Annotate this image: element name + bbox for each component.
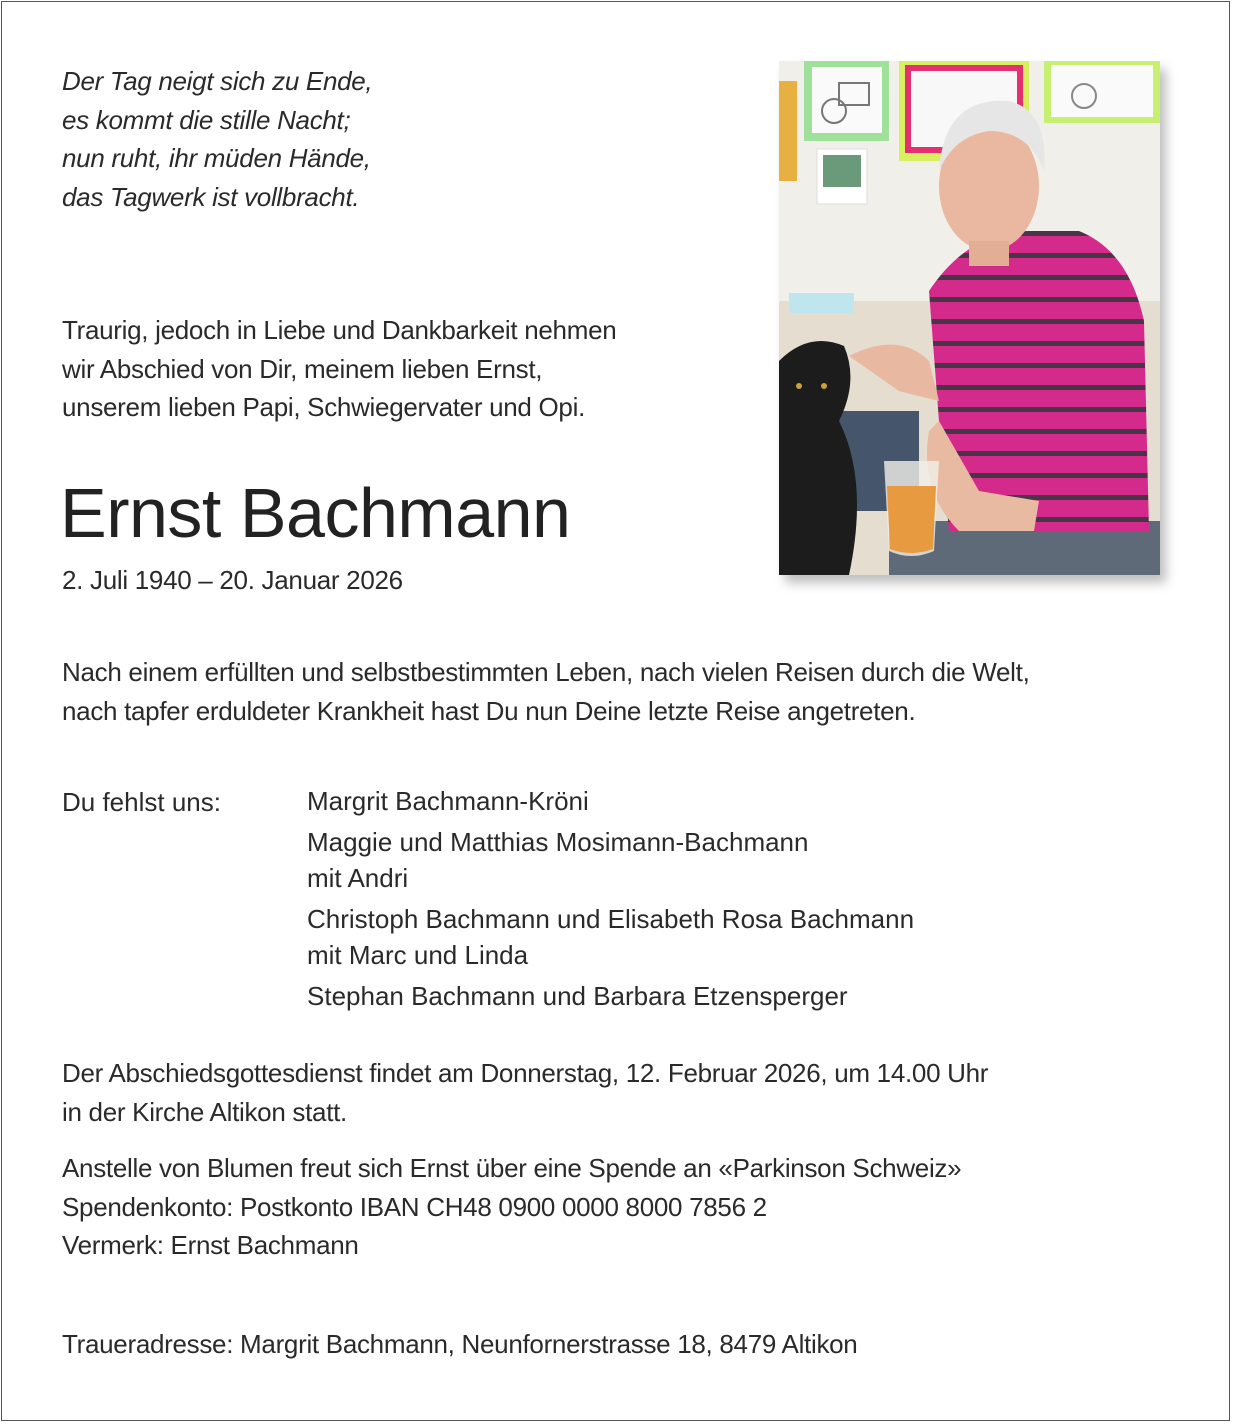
family-list: [307, 783, 914, 1019]
family-group: [307, 978, 914, 1014]
intro-text: [62, 311, 616, 427]
intro-line: unserem lieben Papi, Schwiegervater und Opi.: [62, 392, 585, 422]
portrait-photo: [779, 61, 1160, 575]
poem-line: Der Tag neigt sich zu Ende,: [62, 66, 373, 96]
service-line: Der Abschiedsgottesdienst findet am Donnerstag, 12. Februar 2026, um 14.00 Uhr: [62, 1058, 989, 1088]
intro-line: Traurig, jedoch in Liebe und Dankbarkeit nehmen: [62, 315, 617, 345]
donation-info: [62, 1149, 961, 1265]
family-member: mit Marc und Linda: [307, 940, 529, 970]
family-member: mit Andri: [307, 863, 409, 893]
family-member: Christoph Bachmann und Elisabeth Rosa Bachmann: [307, 904, 915, 934]
donation-note: Vermerk: Ernst Bachmann: [62, 1230, 359, 1260]
service-line: in der Kirche Altikon statt.: [62, 1096, 347, 1127]
family-member: Margrit Bachmann-Kröni: [307, 786, 589, 816]
poem-line: nun ruht, ihr müden Hände,: [62, 143, 371, 173]
life-dates: 2. Juli 1940 – 20. Januar 2026: [62, 565, 403, 595]
family-group: [307, 783, 914, 819]
donation-account: Spendenkonto: Postkonto IBAN CH48 0900 0000 8000 7856 2: [62, 1191, 767, 1222]
poem-line: das Tagwerk ist vollbracht.: [62, 181, 360, 212]
family-group: [307, 901, 914, 973]
service-info: [62, 1054, 988, 1131]
donation-line: Anstelle von Blumen freut sich Ernst über eine Spende an «Parkinson Schweiz»: [62, 1153, 962, 1183]
family-group: [307, 824, 914, 896]
mourning-address: Traueradresse: Margrit Bachmann, Neunfornerstrasse 18, 8479 Altikon: [62, 1329, 858, 1359]
family-label: Du fehlst uns:: [62, 787, 221, 817]
intro-line: wir Abschied von Dir, meinem lieben Ernst,: [62, 353, 543, 384]
life-summary: [62, 653, 1030, 730]
family-member: Stephan Bachmann und Barbara Etzensperger: [307, 981, 848, 1011]
deceased-name: Ernst Bachmann: [60, 474, 571, 552]
poem-line: es kommt die stille Nacht;: [62, 104, 351, 135]
life-line: Nach einem erfüllten und selbstbestimmten Leben, nach vielen Reisen durch die Welt,: [62, 657, 1030, 687]
poem: [62, 62, 372, 216]
family-member: Maggie und Matthias Mosimann-Bachmann: [307, 827, 809, 857]
life-line: nach tapfer erduldeter Krankheit hast Du nun Deine letzte Reise angetreten.: [62, 695, 916, 726]
